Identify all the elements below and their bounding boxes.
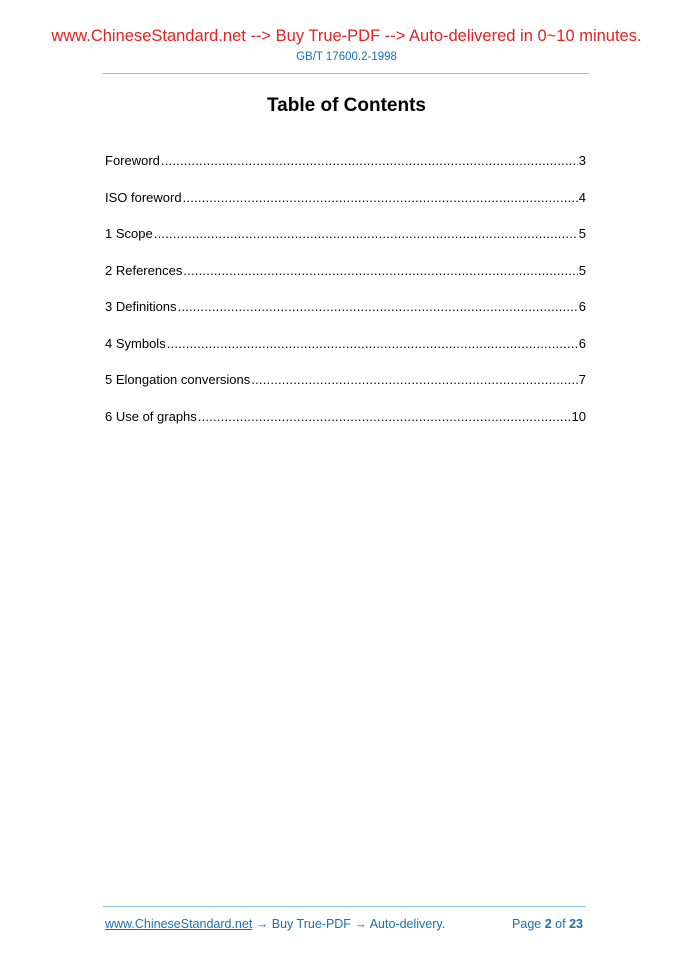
current-page-number: 2 — [544, 917, 552, 931]
toc-entry-scope[interactable] — [105, 225, 586, 262]
toc-entry-references[interactable] — [105, 262, 586, 299]
page-title: Table of Contents — [266, 95, 427, 116]
toc-entry-label: 3 Definitions — [105, 299, 177, 314]
dot-leader — [183, 189, 578, 207]
table-of-contents — [105, 152, 586, 444]
standard-code: GB/T 17600.2-1998 — [296, 51, 397, 63]
total-page-count: 23 — [569, 917, 583, 931]
toc-entry-elongation-conversions[interactable] — [105, 371, 586, 408]
toc-entry-page: 7 — [578, 372, 586, 387]
toc-entry-page: 10 — [571, 408, 586, 424]
toc-entry-symbols[interactable] — [105, 335, 586, 372]
toc-entry-page: 6 — [578, 299, 586, 314]
toc-entry-page: 5 — [578, 226, 586, 241]
toc-entry-definitions[interactable] — [105, 298, 586, 335]
dot-leader — [161, 152, 578, 170]
toc-entry-label: 5 Elongation conversions — [105, 372, 251, 387]
footer-site-link[interactable]: www.ChineseStandard.net — [105, 917, 253, 931]
toc-entry-page: 5 — [578, 262, 586, 278]
page-indicator — [512, 917, 583, 931]
dot-leader — [183, 262, 577, 280]
header-divider — [103, 73, 589, 74]
dot-leader — [154, 225, 578, 243]
dot-leader — [167, 335, 578, 353]
page-word: Page — [512, 917, 542, 931]
toc-entry-page: 4 — [578, 189, 586, 205]
toc-entry-use-of-graphs[interactable] — [105, 408, 586, 445]
toc-entry-label: 1 Scope — [105, 226, 153, 241]
toc-entry-page: 3 — [578, 153, 586, 168]
dot-leader — [178, 298, 578, 316]
toc-entry-foreword[interactable] — [105, 152, 586, 189]
footer-divider — [103, 906, 586, 907]
dot-leader — [251, 371, 578, 389]
toc-entry-iso-foreword[interactable] — [105, 189, 586, 226]
toc-entry-label: ISO foreword — [105, 189, 182, 205]
toc-entry-label: 6 Use of graphs — [105, 408, 197, 424]
of-word: of — [555, 917, 566, 931]
page-footer — [105, 917, 585, 931]
toc-entry-label: 2 References — [105, 262, 183, 278]
top-banner[interactable]: www.ChineseStandard.net --> Buy True-PDF --> Auto-delivered in 0~10 minutes. — [51, 27, 642, 45]
dot-leader — [198, 408, 571, 426]
toc-entry-label: 4 Symbols — [105, 335, 166, 351]
footer-tagline: → Buy True-PDF → Auto-delivery. — [252, 917, 446, 931]
toc-entry-page: 6 — [578, 335, 586, 351]
toc-entry-label: Foreword — [105, 153, 160, 168]
